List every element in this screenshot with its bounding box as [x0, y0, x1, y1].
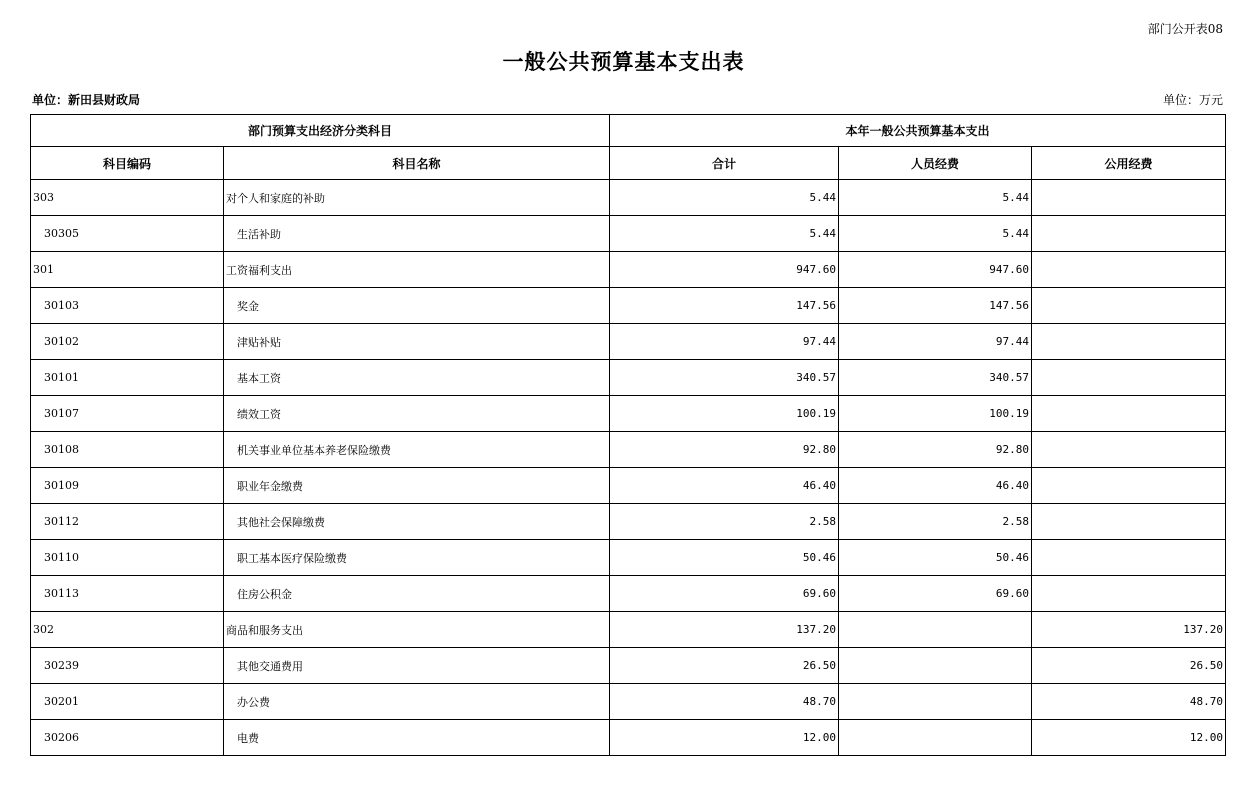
page-title: 一般公共预算基本支出表: [502, 49, 745, 74]
public-expense-cell: [1032, 288, 1226, 324]
header-subject-name: 科目名称: [224, 147, 610, 180]
public-expense-cell: 26.50: [1032, 648, 1226, 684]
subject-code-cell: 303: [31, 180, 224, 216]
table-row: [31, 648, 1226, 684]
subject-name-cell: 职工基本医疗保险缴费: [224, 540, 610, 576]
personnel-expense-cell: [839, 612, 1032, 648]
total-cell: 147.56: [610, 288, 839, 324]
total-cell: 5.44: [610, 216, 839, 252]
header-personnel-expense: 人员经费: [839, 147, 1032, 180]
table-row: [31, 180, 1226, 216]
personnel-expense-cell: 947.60: [839, 252, 1032, 288]
public-expense-cell: 137.20: [1032, 612, 1226, 648]
subject-name-cell: 机关事业单位基本养老保险缴费: [224, 432, 610, 468]
subject-name-cell: 生活补助: [224, 216, 610, 252]
table-row: [31, 432, 1226, 468]
subject-name-cell: 基本工资: [224, 360, 610, 396]
table-row: [31, 396, 1226, 432]
public-expense-cell: [1032, 468, 1226, 504]
subject-code-cell: 30109: [31, 468, 224, 504]
table-body: [31, 180, 1226, 756]
public-expense-cell: [1032, 252, 1226, 288]
personnel-expense-cell: 5.44: [839, 180, 1032, 216]
total-cell: 26.50: [610, 648, 839, 684]
personnel-expense-cell: 46.40: [839, 468, 1032, 504]
header-public-expense: 公用经费: [1032, 147, 1226, 180]
form-number: 部门公开表08: [1147, 22, 1223, 36]
total-cell: 97.44: [610, 324, 839, 360]
subject-code-cell: 30201: [31, 684, 224, 720]
organization-label: 单位：新田县财政局: [32, 93, 141, 107]
total-cell: 2.58: [610, 504, 839, 540]
personnel-expense-cell: 100.19: [839, 396, 1032, 432]
subject-code-cell: 30102: [31, 324, 224, 360]
subject-code-cell: 30305: [31, 216, 224, 252]
total-cell: 46.40: [610, 468, 839, 504]
subject-code-cell: 302: [31, 612, 224, 648]
personnel-expense-cell: 50.46: [839, 540, 1032, 576]
header-column-row: [31, 147, 1226, 180]
subject-name-cell: 绩效工资: [224, 396, 610, 432]
public-expense-cell: [1032, 504, 1226, 540]
total-cell: 50.46: [610, 540, 839, 576]
budget-table: [30, 114, 1226, 756]
table-row: [31, 612, 1226, 648]
public-expense-cell: [1032, 216, 1226, 252]
table-row: [31, 576, 1226, 612]
personnel-expense-cell: [839, 648, 1032, 684]
subject-name-cell: 商品和服务支出: [224, 612, 610, 648]
total-cell: 5.44: [610, 180, 839, 216]
header-group-row: [31, 115, 1226, 147]
public-expense-cell: [1032, 432, 1226, 468]
public-expense-cell: [1032, 180, 1226, 216]
public-expense-cell: [1032, 576, 1226, 612]
personnel-expense-cell: [839, 720, 1032, 756]
personnel-expense-cell: [839, 684, 1032, 720]
total-cell: 48.70: [610, 684, 839, 720]
subject-name-cell: 对个人和家庭的补助: [224, 180, 610, 216]
header-subject-code: 科目编码: [31, 147, 224, 180]
public-expense-cell: 12.00: [1032, 720, 1226, 756]
table-row: [31, 468, 1226, 504]
table-row: [31, 684, 1226, 720]
subject-code-cell: 30101: [31, 360, 224, 396]
subject-code-cell: 30112: [31, 504, 224, 540]
personnel-expense-cell: 69.60: [839, 576, 1032, 612]
total-cell: 100.19: [610, 396, 839, 432]
subject-code-cell: 30108: [31, 432, 224, 468]
table-row: [31, 504, 1226, 540]
total-cell: 12.00: [610, 720, 839, 756]
public-expense-cell: 48.70: [1032, 684, 1226, 720]
header-group-basic-expenditure: 本年一般公共预算基本支出: [610, 115, 1226, 147]
subject-code-cell: 30103: [31, 288, 224, 324]
total-cell: 137.20: [610, 612, 839, 648]
personnel-expense-cell: 97.44: [839, 324, 1032, 360]
header-group-economic-classification: 部门预算支出经济分类科目: [31, 115, 610, 147]
subject-name-cell: 电费: [224, 720, 610, 756]
table-row: [31, 720, 1226, 756]
table-row: [31, 216, 1226, 252]
subject-code-cell: 301: [31, 252, 224, 288]
personnel-expense-cell: 92.80: [839, 432, 1032, 468]
total-cell: 92.80: [610, 432, 839, 468]
currency-unit-label: 单位：万元: [1162, 93, 1223, 107]
table-row: [31, 288, 1226, 324]
subject-name-cell: 其他社会保障缴费: [224, 504, 610, 540]
subject-name-cell: 津贴补贴: [224, 324, 610, 360]
subject-name-cell: 工资福利支出: [224, 252, 610, 288]
personnel-expense-cell: 147.56: [839, 288, 1032, 324]
total-cell: 69.60: [610, 576, 839, 612]
public-expense-cell: [1032, 360, 1226, 396]
public-expense-cell: [1032, 540, 1226, 576]
subject-code-cell: 30110: [31, 540, 224, 576]
table-row: [31, 540, 1226, 576]
subject-code-cell: 30107: [31, 396, 224, 432]
subject-name-cell: 住房公积金: [224, 576, 610, 612]
table-row: [31, 360, 1226, 396]
subject-name-cell: 职业年金缴费: [224, 468, 610, 504]
subject-code-cell: 30113: [31, 576, 224, 612]
total-cell: 947.60: [610, 252, 839, 288]
public-expense-cell: [1032, 324, 1226, 360]
subject-name-cell: 其他交通费用: [224, 648, 610, 684]
personnel-expense-cell: 2.58: [839, 504, 1032, 540]
total-cell: 340.57: [610, 360, 839, 396]
subject-code-cell: 30206: [31, 720, 224, 756]
table-row: [31, 324, 1226, 360]
personnel-expense-cell: 5.44: [839, 216, 1032, 252]
subject-name-cell: 奖金: [224, 288, 610, 324]
personnel-expense-cell: 340.57: [839, 360, 1032, 396]
header-total: 合计: [610, 147, 839, 180]
subject-name-cell: 办公费: [224, 684, 610, 720]
subject-code-cell: 30239: [31, 648, 224, 684]
public-expense-cell: [1032, 396, 1226, 432]
table-row: [31, 252, 1226, 288]
